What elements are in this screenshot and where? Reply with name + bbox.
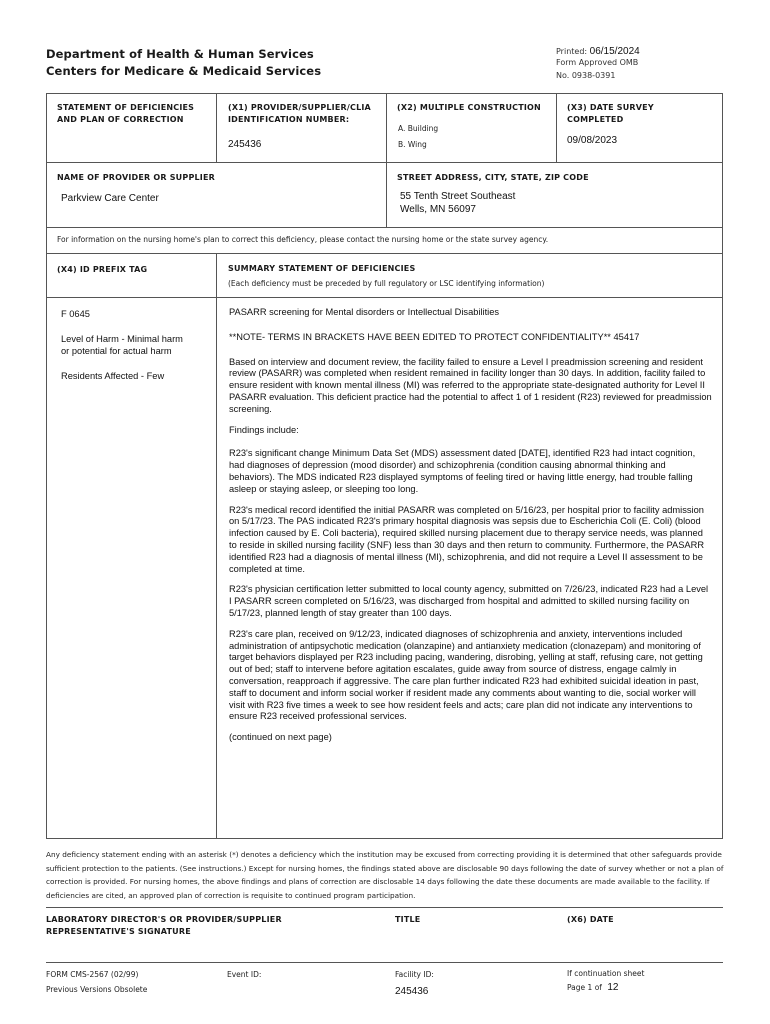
signature-label: LABORATORY DIRECTOR'S OR PROVIDER/SUPPLIER REPRESENTATIVE'S SIGNATURE — [46, 915, 282, 936]
page-indicator — [567, 982, 618, 993]
x1-label: (X1) PROVIDER/SUPPLIER/CLIA IDENTIFICATION NUMBER: — [228, 103, 371, 124]
x3-label: (X3) DATE SURVEY COMPLETED — [567, 103, 654, 124]
department-title: Department of Health & Human Services — [46, 47, 314, 61]
residents-affected: Residents Affected - Few — [61, 371, 165, 381]
summary-sub: (Each deficiency must be preceded by full regulatory or LSC identifying information) — [228, 279, 545, 288]
provider-value: Parkview Care Center — [61, 193, 159, 204]
omb-number: No. 0938-0391 — [556, 71, 616, 80]
printed-date: 06/15/2024 — [589, 46, 640, 57]
continuation-label: If continuation sheet — [567, 969, 645, 978]
paragraph-1: Based on interview and document review, the facility failed to ensure a Level I preadmission screening and resident review (PASARR) was completed when resident remained in facility longer than 30 days. In addition, facility failed to ensure resident with known mental illness (MI) was referred to the appropriate state-designated authority for Level II PASARR evaluation. This deficient practice had the potential to affect 1 of 1 resident (R23) reviewed for preadmission screening. — [229, 356, 712, 414]
info-line: For information on the nursing home's plan to correct this deficiency, please contact the nursing home or the state survey agency. — [57, 235, 549, 244]
continued-note: (continued on next page) — [229, 732, 332, 743]
printed-label: Printed: — [556, 47, 588, 56]
date-label: (X6) DATE — [567, 915, 614, 924]
printed-info — [556, 46, 640, 57]
paragraph-3: R23's significant change Minimum Data Set (MDS) assessment dated [DATE], identified R23 had intact cognition, had diagnoses of depression (mood disorder) and schizophrenia (condition causing abnormal thinking and behaviors). The MDS indicated R23 displayed symptoms of feeling tired or having little energy, had trouble falling asleep or staying asleep, or sleeping too long. — [229, 448, 696, 494]
form-number: FORM CMS-2567 (02/99) — [46, 970, 139, 979]
summary-label: SUMMARY STATEMENT OF DEFICIENCIES — [228, 264, 416, 273]
facility-id-label: Facility ID: — [395, 970, 434, 979]
facility-id-value: 245436 — [395, 986, 429, 997]
f-tag: F 0645 — [61, 309, 90, 319]
previous-versions: Previous Versions Obsolete — [46, 985, 148, 994]
paragraph-6: R23's care plan, received on 9/12/23, indicated diagnoses of schizophrenia and anxiety, interventions included administration of antipsychotic medication (olanzapine) and antianxiety medication (clonazepam) and monitoring of target behaviors displayed per R23 including pacing, wandering, disrobing, yelling at staff, refusing care, not getting out of bed; staff to intervene before agitation escalates, guide away from source of distress, engage calmly in conversation, reapproach if aggressive. The care plan further indicated R23 had exhibited suicidal ideation in past, staff to document and inform social worker if resident made any comments about wanting to die, social worker will visit with R23 five times a week to see how resident feels and acts; care plan did not indicate any interventions to ensure R23 received professional services. — [229, 628, 703, 722]
x2-wing: B. Wing — [398, 140, 427, 149]
paragraph-4: R23's medical record identified the initial PASARR was completed on 5/16/23, per hospital prior to facility admission on 5/17/23. The PAS indicated R23's primary hospital diagnosis was sepsis due to Escherichia Coli (E. Coli) (blood infection caused by E. Coli bacteria), required skilled nursing placement due to therapy service needs, was planned to reside in skilled nursing facility (SNF) less than 30 days and then return to community. Furthermore, the PASARR identified R23 had a diagnosis of mental illness (MI), schizophrenia, and did not require a Level II assessment to be completed at time. — [229, 504, 705, 574]
page-label: Page 1 of — [567, 983, 602, 992]
prefix-tag-label: (X4) ID PREFIX TAG — [57, 265, 148, 274]
title-label: TITLE — [395, 915, 421, 924]
x3-value: 09/08/2023 — [567, 135, 618, 146]
centers-title: Centers for Medicare & Medicaid Services — [46, 64, 322, 78]
x1-value: 245436 — [228, 139, 262, 150]
paragraph-5: R23's physician certification letter submitted to local county agency, submitted on 7/26/23, indicated R23 had a Level I PASARR screen completed on 5/16/23, was discharged from hospital and admitted to skilled nursing facility on 5/17/23, planned length of stay greater than 100 days. — [229, 584, 709, 618]
event-id-label: Event ID: — [227, 970, 262, 979]
confidentiality-note: **NOTE- TERMS IN BRACKETS HAVE BEEN EDITED TO PROTECT CONFIDENTIALITY** 45417 — [229, 331, 640, 342]
address-line-1: 55 Tenth Street Southeast — [400, 191, 516, 202]
deficiency-body — [229, 307, 713, 753]
paragraph-2: Findings include: — [229, 424, 299, 435]
page-total: 12 — [607, 982, 619, 993]
form-approved: Form Approved OMB — [556, 58, 639, 67]
level-of-harm: Level of Harm - Minimal harm or potential for actual harm — [61, 334, 183, 356]
x2-label: (X2) MULTIPLE CONSTRUCTION — [397, 103, 541, 112]
x2-building: A. Building — [398, 124, 439, 133]
provider-label: NAME OF PROVIDER OR SUPPLIER — [57, 173, 216, 182]
statement-label: STATEMENT OF DEFICIENCIES AND PLAN OF CORRECTION — [57, 103, 195, 124]
address-label: STREET ADDRESS, CITY, STATE, ZIP CODE — [397, 173, 589, 182]
address-line-2: Wells, MN 56097 — [400, 204, 476, 215]
deficiency-title: PASARR screening for Mental disorders or Intellectual Disabilities — [229, 307, 500, 317]
disclaimer: Any deficiency statement ending with an asterisk (*) denotes a deficiency which the institution may be excused from correcting providing it is determined that other safeguards provide sufficient protection to the patients. (See instructions.) Except for nursing homes, the findings stated above are disclosable 90 days following the date of survey whether or not a plan of correction is provided. For nursing homes, the above findings and plans of correction are disclosable 14 days following the date these documents are made available to the facility. If deficiencies are cited, an approved plan of correction is requisite to continued program participation. — [46, 850, 724, 900]
